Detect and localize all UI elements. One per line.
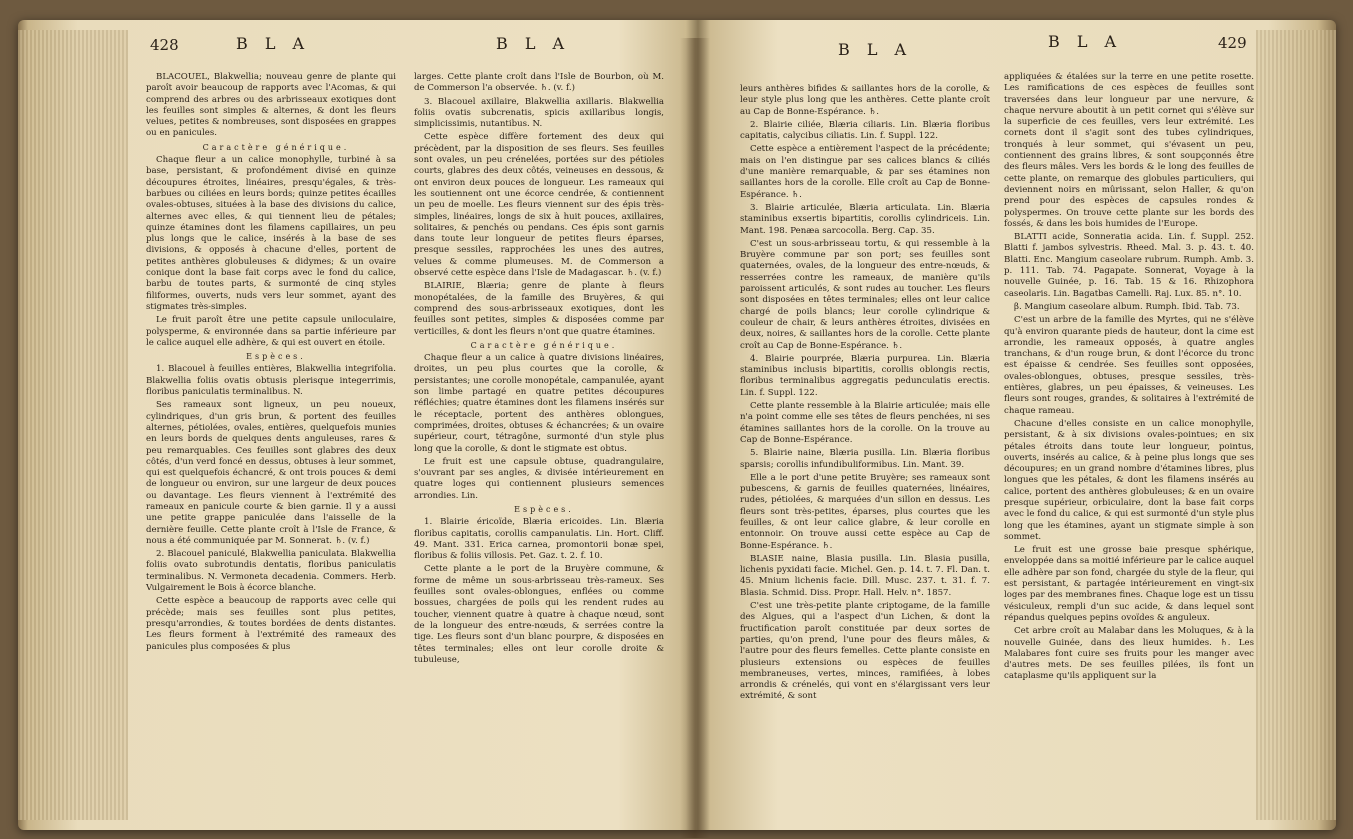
paragraph: leurs anthères bifides & saillantes hors de la corolle, & leur style plus long que les anthères. Cette plante croît au Cap de Bonne-Espérance. ♄. (740, 84, 990, 117)
paragraph: appliquées & étalées sur la terre en une petite rosette. Les ramifications de ces espèces de feuilles sont traversées dans leur longueur par une nervure, & chaque nervure aboutit à un petit cornet qui s'élève sur la superficie de ces feuilles, vers leur extrémité. Les cornets dont il s'agit sont des tubes cylindriques, tronqués à leur sommet, qui s'évasent un peu, contiennent des grains libres, & sont soupçonnés être des fleurs mâles. Vers les bords & le long des feuilles de cette plante, on remarque des globules particuliers, qui deviennent noirs en mûrissant, selon Haller, & qu'on prend pour des espèces de capsules rondes & polyspermes. On trouve cette plante sur les bords des fossés, & dans les bois humides de l'Europe. (1004, 72, 1254, 229)
paragraph: Cette espèce a entièrement l'aspect de la précédente; mais on l'en distingue par ses calices blancs & ciliés d'une manière remarquable, & par ses étamines non saillantes hors de la corolle. Elle croît au Cap de Bonne-Espérance. ♄. (740, 144, 990, 200)
left-running-head-1: B L A (236, 34, 311, 53)
paragraph: 4. Blairie pourprée, Blæria purpurea. Lin. Blæria staminibus inclusis bipartitis, corollis oblongis rectis, floribus terminalibus aggregatis pedunculatis erectis. Lin. f. Suppl. 122. (740, 353, 990, 398)
paragraph: Chaque fleur a un calice à quatre divisions linéaires, droites, un peu plus courtes que la corolle, & persistantes; une corolle monopétale, campanulée, ayant son limbe partagé en quatre petites découpures réfléchies; quatre étamines dont les filamens insérés sur le réceptacle, portent des anthères oblongues, comprimées, droites, obtuses & échancrées; & un ovaire supérieur, court, tétragône, surmonté d'un style plus long que la corolle, & dont le stigmate est obtus. (414, 353, 664, 454)
right-page (718, 32, 1263, 822)
paragraph: 5. Blairie naine, Blæria pusilla. Lin. Blæria floribus sparsis; corollis infundibuliformibus. Lin. Mant. 39. (740, 448, 990, 470)
paragraph: C'est un arbre de la famille des Myrtes, qui ne s'élève qu'à environ quarante pieds de hauteur, dont la cime est arrondie, les rameaux opposés, à quatre angles tranchans, & d'un rouge brun, & dont l'écorce du tronc est épaisse & cendrée. Ses feuilles sont opposées, ovales-oblongues, obtuses, presque sessiles, très-entières, glabres, un peu épaisses, & veineuses. Les fleurs sont rouges, grandes, & solitaires à l'extrémité de chaque rameau. (1004, 315, 1254, 416)
paragraph: Cet arbre croît au Malabar dans les Moluques, & à la nouvelle Guinée, dans des lieux humides. ♄. Les Malabares font cuire ses fruits pour les manger avec d'autres mets. De ses feuilles pilées, ils font un cataplasme qu'ils appliquent sur la (1004, 626, 1254, 682)
paragraph: BLAIRIE, Blæria; genre de plante à fleurs monopétalées, de la famille des Bruyères, & qui comprend des sous-arbrisseaux exotiques, dont les feuilles sont petites, simples & disposées comme par verticilles, & dont les fleurs n'ont que quatre étamines. (414, 281, 664, 337)
page-edges-left (18, 30, 128, 820)
left-running-head-2: B L A (496, 34, 571, 53)
paragraph: 2. Blairie ciliée, Blæria ciliaris. Lin. Blæria floribus capitatis, calycibus ciliatis. Lin. f. Suppl. 122. (740, 119, 990, 142)
open-book (18, 20, 1336, 830)
section-heading: Caractère générique. (470, 340, 618, 350)
right-running-head-1: B L A (838, 40, 913, 59)
paragraph: BLASIE naine, Blasia pusilla. Lin. Blasia pusilla, lichenis pyxidati facie. Michel. Gen. p. 14. t. 7. Fl. Dan. t. 45. Mnium lichenis facie. Dill. Musc. 237. t. 31. f. 7. Blasia. Schmid. Diss. Propr. Hall. Helv. n°. 1857. (740, 553, 990, 598)
left-page-header (136, 34, 676, 60)
paragraph: 1. Blacouel à feuilles entières, Blakwellia integrifolia. Blakwellia foliis ovatis obtusis plerisque integerrimis, floribus paniculatis terminalibus. N. (146, 364, 396, 398)
left-page-number: 428 (150, 36, 179, 54)
paragraph: Cette espèce a beaucoup de rapports avec celle qui précède; mais ses feuilles sont plus petites, presqu'arrondies, & toutes bordées de dents distantes. Les fleurs forment à l'extrémité des rameaux des panicules plus composées & plus (146, 596, 396, 652)
left-page (136, 34, 676, 822)
section-heading: Espèces. (514, 504, 574, 514)
paragraph: 2. Blacouel paniculé, Blakwellia paniculata. Blakwellia foliis ovato subrotundis dentatis, floribus paniculatis terminalibus. N. Vermoneta decadenia. Commers. Herb. Vulgairement le Bois à écorce blanche. (146, 549, 396, 594)
paragraph: C'est une très-petite plante criptogame, de la famille des Algues, qui a l'aspect d'un Lichen, & dont la fructification paroît constituée par deux sortes de parties, qu'on prend, l'une pour des fleurs mâles, & l'autre pour des fleurs femelles. Cette plante consiste en plusieurs extensions ou espèces de feuilles membraneuses, vertes, minces, ramifiées, à lobes arrondis & crénelés, qui vont en s'élargissant vers leur extrémité, & sont (740, 601, 990, 702)
section-heading: Caractère générique. (202, 142, 350, 152)
paragraph: 3. Blacouel axillaire, Blakwellia axillaris. Blakwellia foliis ovatis subcrenatis, spicis axillaribus longis, simplicissimis, nutantibus. N. (414, 96, 664, 130)
paragraph: Cette plante a le port de la Bruyère commune, & forme de même un sous-arbrisseau très-rameux. Ses feuilles sont ovales-oblongues, enflées ou comme bossues, chargées de poils qui les rendent rudes au toucher, viennent quatre à quatre à chaque nœud, sont de la longueur des entre-nœuds, & serrées contre la tige. Les fleurs sont d'un blanc pourpre, & disposées en têtes terminales; elles ont leur corolle droite & tubuleuse, (414, 564, 664, 665)
paragraph: larges. Cette plante croît dans l'Isle de Bourbon, où M. de Commerson l'a observée. ♄. (v. f.) (414, 72, 664, 94)
right-page-number: 429 (1218, 34, 1247, 52)
section-heading: Espèces. (246, 352, 306, 362)
left-column-1 (146, 72, 396, 655)
page-edges-right (1256, 30, 1336, 820)
right-column-1 (740, 84, 990, 705)
paragraph: Le fruit paroît être une petite capsule uniloculaire, polysperme, & environnée dans sa partie inférieure par le calice auquel elle adhère, & qui est ouvert en étoile. (146, 315, 396, 348)
paragraph: Cette espèce diffère fortement des deux qui précèdent, par la disposition de ses fleurs. Ses feuilles sont ovales, un peu crénelées, portées sur des pétioles courts, glabres des deux côtés, veineuses en dessous, & ont environ deux pouces de longueur. Les rameaux qui les soutiennent ont une écorce cendrée, & contiennent un peu de moelle. Les fleurs viennent sur des épis très-simples, linéaires, longs de six à huit pouces, axillaires, solitaires, & penchés ou pendans. Ces épis sont garnis dans toute leur longueur de petites fleurs éparses, presque sessiles, rapprochées les unes des autres, velues & comme plumeuses. M. de Commerson a observé cette espèce dans l'Isle de Madagascar. ♄. (v. f.) (414, 132, 664, 279)
paragraph: BLACOUEL, Blakwellia; nouveau genre de plante qui paroît avoir beaucoup de rapports avec l'Acomas, & qui comprend des arbres ou des arbrisseaux exotiques dont les feuilles sont simples & alternes, & dont les fleurs velues, petites & nombreuses, sont disposées en grappes ou en panicules. (146, 72, 396, 139)
paragraph: Chaque fleur a un calice monophylle, turbiné à sa base, persistant, & profondément divisé en quinze découpures étroites, linéaires, presqu'égales, & très-barbues ou ciliées en leurs bords; quinze petites écailles ovales-obtuses, situées à la base des divisions du calice, alternes avec elles, & qui tiennent lieu de pétales; quinze étamines dont les filamens capillaires, un peu plus longs que le calice, insérés à la base de ses divisions, & opposés à chacune d'elles, portent de petites anthères globuleuses & didymes; & un ovaire conique dont la base fait corps avec le fond du calice, barbu de toutes parts, & surmonté de cinq styles filiformes, ouverts, nuds vers leur sommet, ayant des stigmates très-simples. (146, 155, 396, 312)
paragraph: Chacune d'elles consiste en un calice monophylle, persistant, & à six divisions ovales-pointues; en six pétales étroits dans toute leur longueur, pointus, ouverts, insérés au calice, & à peine plus longs que ses découpures; en un grand nombre d'étamines libres, plus longues que les pétales, & dont les filamens insérés au calice, portent des anthères globuleuses; & en un ovaire presque supérieur, orbiculaire, dont la base fait corps avec le fond du calice, & qui est surmonté d'un style plus long que les étamines, ayant un stigmate simple à son sommet. (1004, 418, 1254, 542)
left-column-2 (414, 72, 664, 668)
paragraph: 1. Blairie éricoïde, Blæria ericoides. Lin. Blæria floribus capitatis, corollis campanulatis. Lin. Hort. Cliff. 49. Mant. 331. Erica carnea, promontorii bonæ spei, floribus & foliis villosis. Pet. Gaz. t. 2. f. 10. (414, 517, 664, 562)
paragraph: BLATTI acide, Sonneratia acida. Lin. f. Suppl. 252. Blatti f. jambos sylvestris. Rheed. Mal. 3. p. 43. t. 40. Blatti. Enc. Mangium caseolare rubrum. Rumph. Amb. 3. p. 111. Tab. 74. Pagapate. Sonnerat, Voyage à la nouvelle Guinée, p. 16. Tab. 15 & 16. Rhizophora caseolaris. Lin. Bagatbas Camelli. Raj. Lux. 85. n°. 10. (1004, 232, 1254, 299)
paragraph: 3. Blairie articulée, Blæria articulata. Lin. Blæria staminibus exsertis bipartitis, corollis cylindriceis. Lin. Mant. 198. Penæa sarcocolla. Berg. Cap. 35. (740, 202, 990, 236)
paragraph: Le fruit est une capsule obtuse, quadrangulaire, s'ouvrant par ses angles, & divisée intérieurement en quatre loges qui contiennent plusieurs semences arrondies. Lin. (414, 456, 664, 501)
book-gutter (680, 38, 710, 838)
paragraph: Cette plante ressemble à la Blairie articulée; mais elle n'a point comme elle ses têtes de fleurs penchées, ni ses étamines saillantes hors de la corolle. On la trouve au Cap de Bonne-Espérance. (740, 401, 990, 445)
paragraph: Elle a le port d'une petite Bruyère; ses rameaux sont pubescens, & garnis de feuilles quaternées, linéaires, rudes, pétiolées, & marquées d'un sillon en dessus. Les fleurs sont très-petites, éparses, plus courtes que les feuilles, & ont leur calice glabre, & leur corolle en entonnoir. On trouve aussi cette espèce au Cap de Bonne-Espérance. ♄. (740, 472, 990, 551)
right-page-header (718, 32, 1263, 60)
right-column-2 (1004, 72, 1254, 685)
paragraph: C'est un sous-arbrisseau tortu, & qui ressemble à la Bruyère commune par son port; ses feuilles sont quaternées, ovales, de la longueur des entre-nœuds, & resserrées contre les rameaux, de manière qu'ils paroissent articulés, & sont rudes au toucher. Les fleurs sont disposées en têtes terminales; elles ont leur calice chargé de poils blancs; leur corolle cylindrique & couleur de chair, & leurs anthères étroites, divisées en deux, noires, & saillantes hors de la corolle. Cette plante croît au Cap de Bonne-Espérance. ♄. (740, 238, 990, 351)
paragraph: Le fruit est une grosse baie presque sphérique, enveloppée dans sa moitié inférieure par le calice auquel elle adhère par son fond, chargée du style de la fleur, qui est persistant, & partagée intérieurement en vingt-six loges par des membranes fines. Chaque loge est un tissu vésiculeux, rempli d'un suc acide, & dans lequel sont répandus quelques pepins ovoïdes & anguleux. (1004, 545, 1254, 623)
paragraph: β. Mangium caseolare album. Rumph. Ibid. Tab. 73. (1014, 301, 1240, 312)
paragraph: Ses rameaux sont ligneux, un peu noueux, cylindriques, d'un gris brun, & portent des feuilles alternes, pétiolées, ovales, entières, quelquefois munies en leurs bords de quelques dents anguleuses, rares & peu remarquables. Ces feuilles sont glabres des deux côtés, d'un verd foncé en dessus, obtuses à leur sommet, qui est quelquefois échancré, & ont trois pouces & demi de longueur ou environ, sur une largeur de deux pouces ou davantage. Les fleurs viennent à l'extrémité des rameaux en panicule courte & bien garnie. Il y a aussi une petite grappe paniculée dans l'aisselle de la dernière feuille. Cette plante croît à l'Isle de France, & nous a été communiquée par M. Sonnerat. ♄. (v. f.) (146, 400, 396, 546)
right-running-head-2: B L A (1048, 32, 1123, 51)
